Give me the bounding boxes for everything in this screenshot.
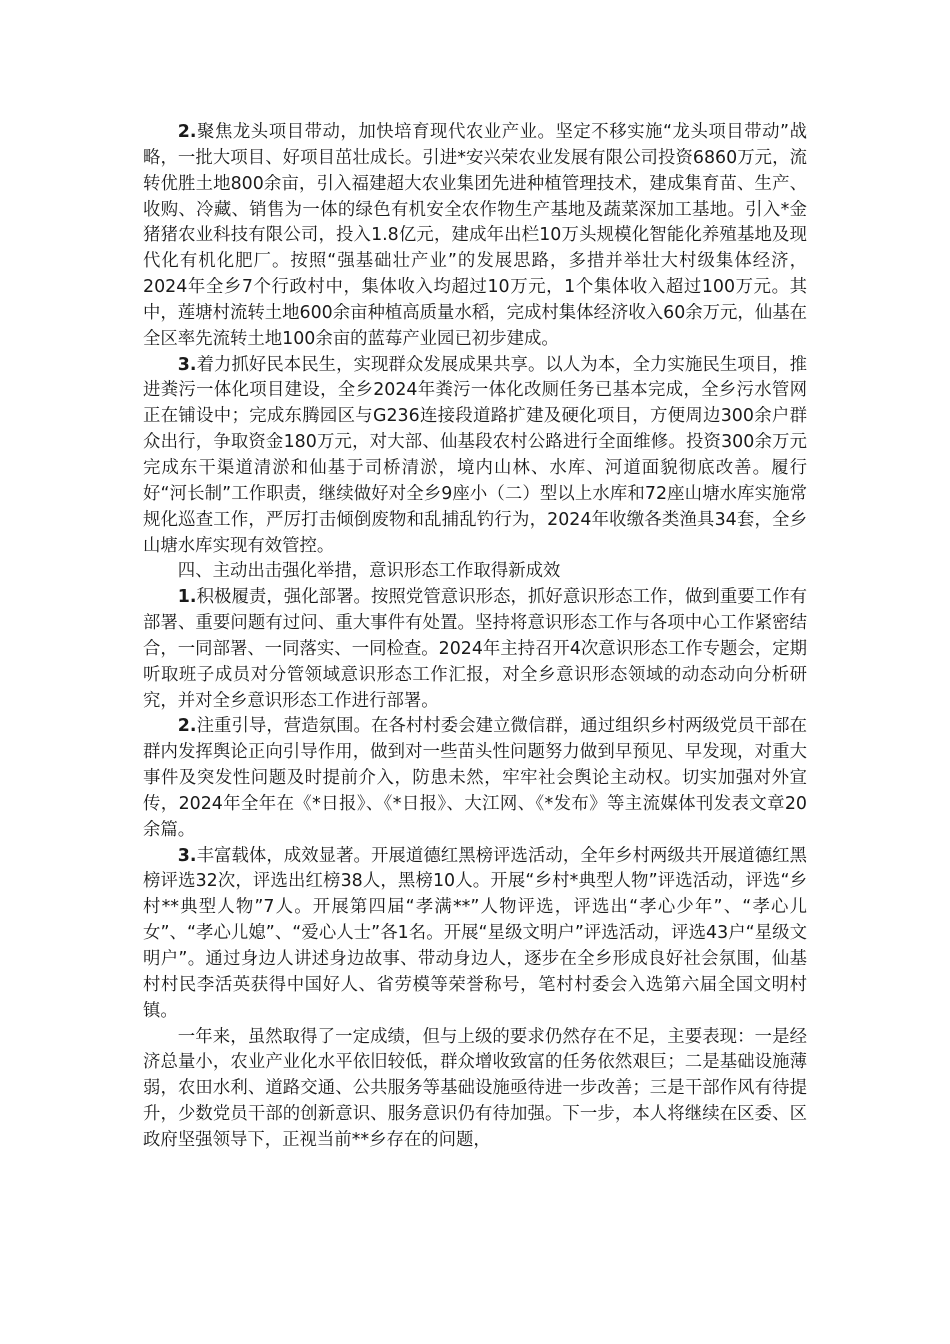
paragraph-number: 3. (177, 354, 197, 375)
paragraph-text: 着力抓好民本民生，实现群众发展成果共享。以人为本，全力实施民生项目，推进粪污一体化项目建设，全乡2024年粪污一体化改厕任务已基本完成，全乡污水管网正在铺设中；完成东腾园区与G236连接段道路扩建及硬化项目，方便周边300余户群众出行，争取资金180万元，对大部、仙基段农村公路进行全面维修。投资300余万元完成东干渠道清淤和仙基于司桥清淤，境内山林、水库、河道面貌彻底改善。履行好“河长制”工作职责，继续做好对全乡9座小（二）型以上水库和72座山塘水库实施常规化巡查工作，严厉打击倾倒废物和乱捕乱钓行为，2024年收缴各类渔具34套，全乡山塘水库实现有效管控。 (143, 354, 807, 556)
paragraph-agriculture (143, 120, 807, 353)
section-heading-text: 四、主动出击强化举措，意识形态工作取得新成效 (177, 561, 561, 582)
paragraph-number: 1. (177, 587, 197, 608)
paragraph-responsibility (143, 585, 807, 714)
paragraph-number: 2. (177, 122, 197, 142)
paragraph-text: 积极履责，强化部署。按照党管意识形态，抓好意识形态工作，做到重要工作有部署、重要问题有过问、重大事件有处置。坚持将意识形态工作与各项中心工作紧密结合，一同部署、一同落实、一同检查。2024年主持召开4次意识形态工作专题会，定期听取班子成员对分管领域意识形态工作汇报，对全乡意识形态领域的动态动向分析研究，并对全乡意识形态工作进行部署。 (143, 587, 807, 711)
paragraph-number: 2. (177, 716, 197, 737)
document-body (143, 120, 807, 1154)
paragraph-summary (143, 1025, 807, 1154)
paragraph-text: 一年来，虽然取得了一定成绩，但与上级的要求仍然存在不足，主要表现：一是经济总量小，农业产业化水平依旧较低，群众增收致富的任务依然艰巨；二是基础设施薄弱，农田水利、道路交通、公共服务等基础设施亟待进一步改善；三是干部作风有待提升，少数党员干部的创新意识、服务意识仍有待加强。下一步，本人将继续在区委、区政府坚强领导下，正视当前**乡存在的问题， (143, 1026, 807, 1150)
paragraph-text: 聚焦龙头项目带动，加快培育现代农业产业。坚定不移实施“龙头项目带动”战略，一批大项目、好项目茁壮成长。引进*安兴荣农业发展有限公司投资6860万元，流转优胜土地800余亩，引入福建超大农业集团先进种植管理技术，建成集育苗、生产、收购、冷藏、销售为一体的绿色有机安全农作物生产基地及蔬菜深加工基地。引入*金猪猪农业科技有限公司，投入1.8亿元，建成年出栏10万头规模化智能化养殖基地及现代化有机化肥厂。按照“强基础壮产业”的发展思路，多措并举壮大村级集体经济，2024年全乡7个行政村中，集体收入均超过10万元，1个集体收入超过100万元。其中，莲塘村流转土地600余亩种植高质量水稻，完成村集体经济收入60余万元，仙基在全区率先流转土地100余亩的蓝莓产业园已初步建成。 (143, 122, 807, 349)
paragraph-carriers (143, 844, 807, 1025)
paragraph-text: 注重引导，营造氛围。在各村村委会建立微信群，通过组织乡村两级党员干部在群内发挥舆论正向引导作用，做到对一些苗头性问题努力做到早预见、早发现，对重大事件及突发性问题及时提前介入，防患未然，牢牢社会舆论主动权。切实加强对外宣传，2024年全年在《*日报》、《*日报》、大江网、《*发布》等主流媒体刊发表文章20余篇。 (143, 716, 807, 840)
section-heading-ideology (143, 559, 807, 585)
paragraph-number: 3. (177, 845, 197, 866)
paragraph-text: 丰富载体，成效显著。开展道德红黑榜评选活动，全年乡村两级共开展道德红黑榜评选32次，评选出红榜38人，黑榜10人。开展“乡村*典型人物”评选活动，评选“乡村**典型人物”7人。开展第四届“孝满**”人物评选，评选出“孝心少年”、“孝心儿女”、“孝心儿媳”、“爱心人士”各1名。开展“星级文明户”评选活动，评选43户“星级文明户”。通过身边人讲述身边故事、带动身边人，逐步在全乡形成良好社会氛围，仙基村村民李活英获得中国好人、省劳模等荣誉称号，笔村村委会入选第六届全国文明村镇。 (143, 845, 807, 1021)
paragraph-guidance (143, 714, 807, 843)
paragraph-livelihood (143, 353, 807, 560)
